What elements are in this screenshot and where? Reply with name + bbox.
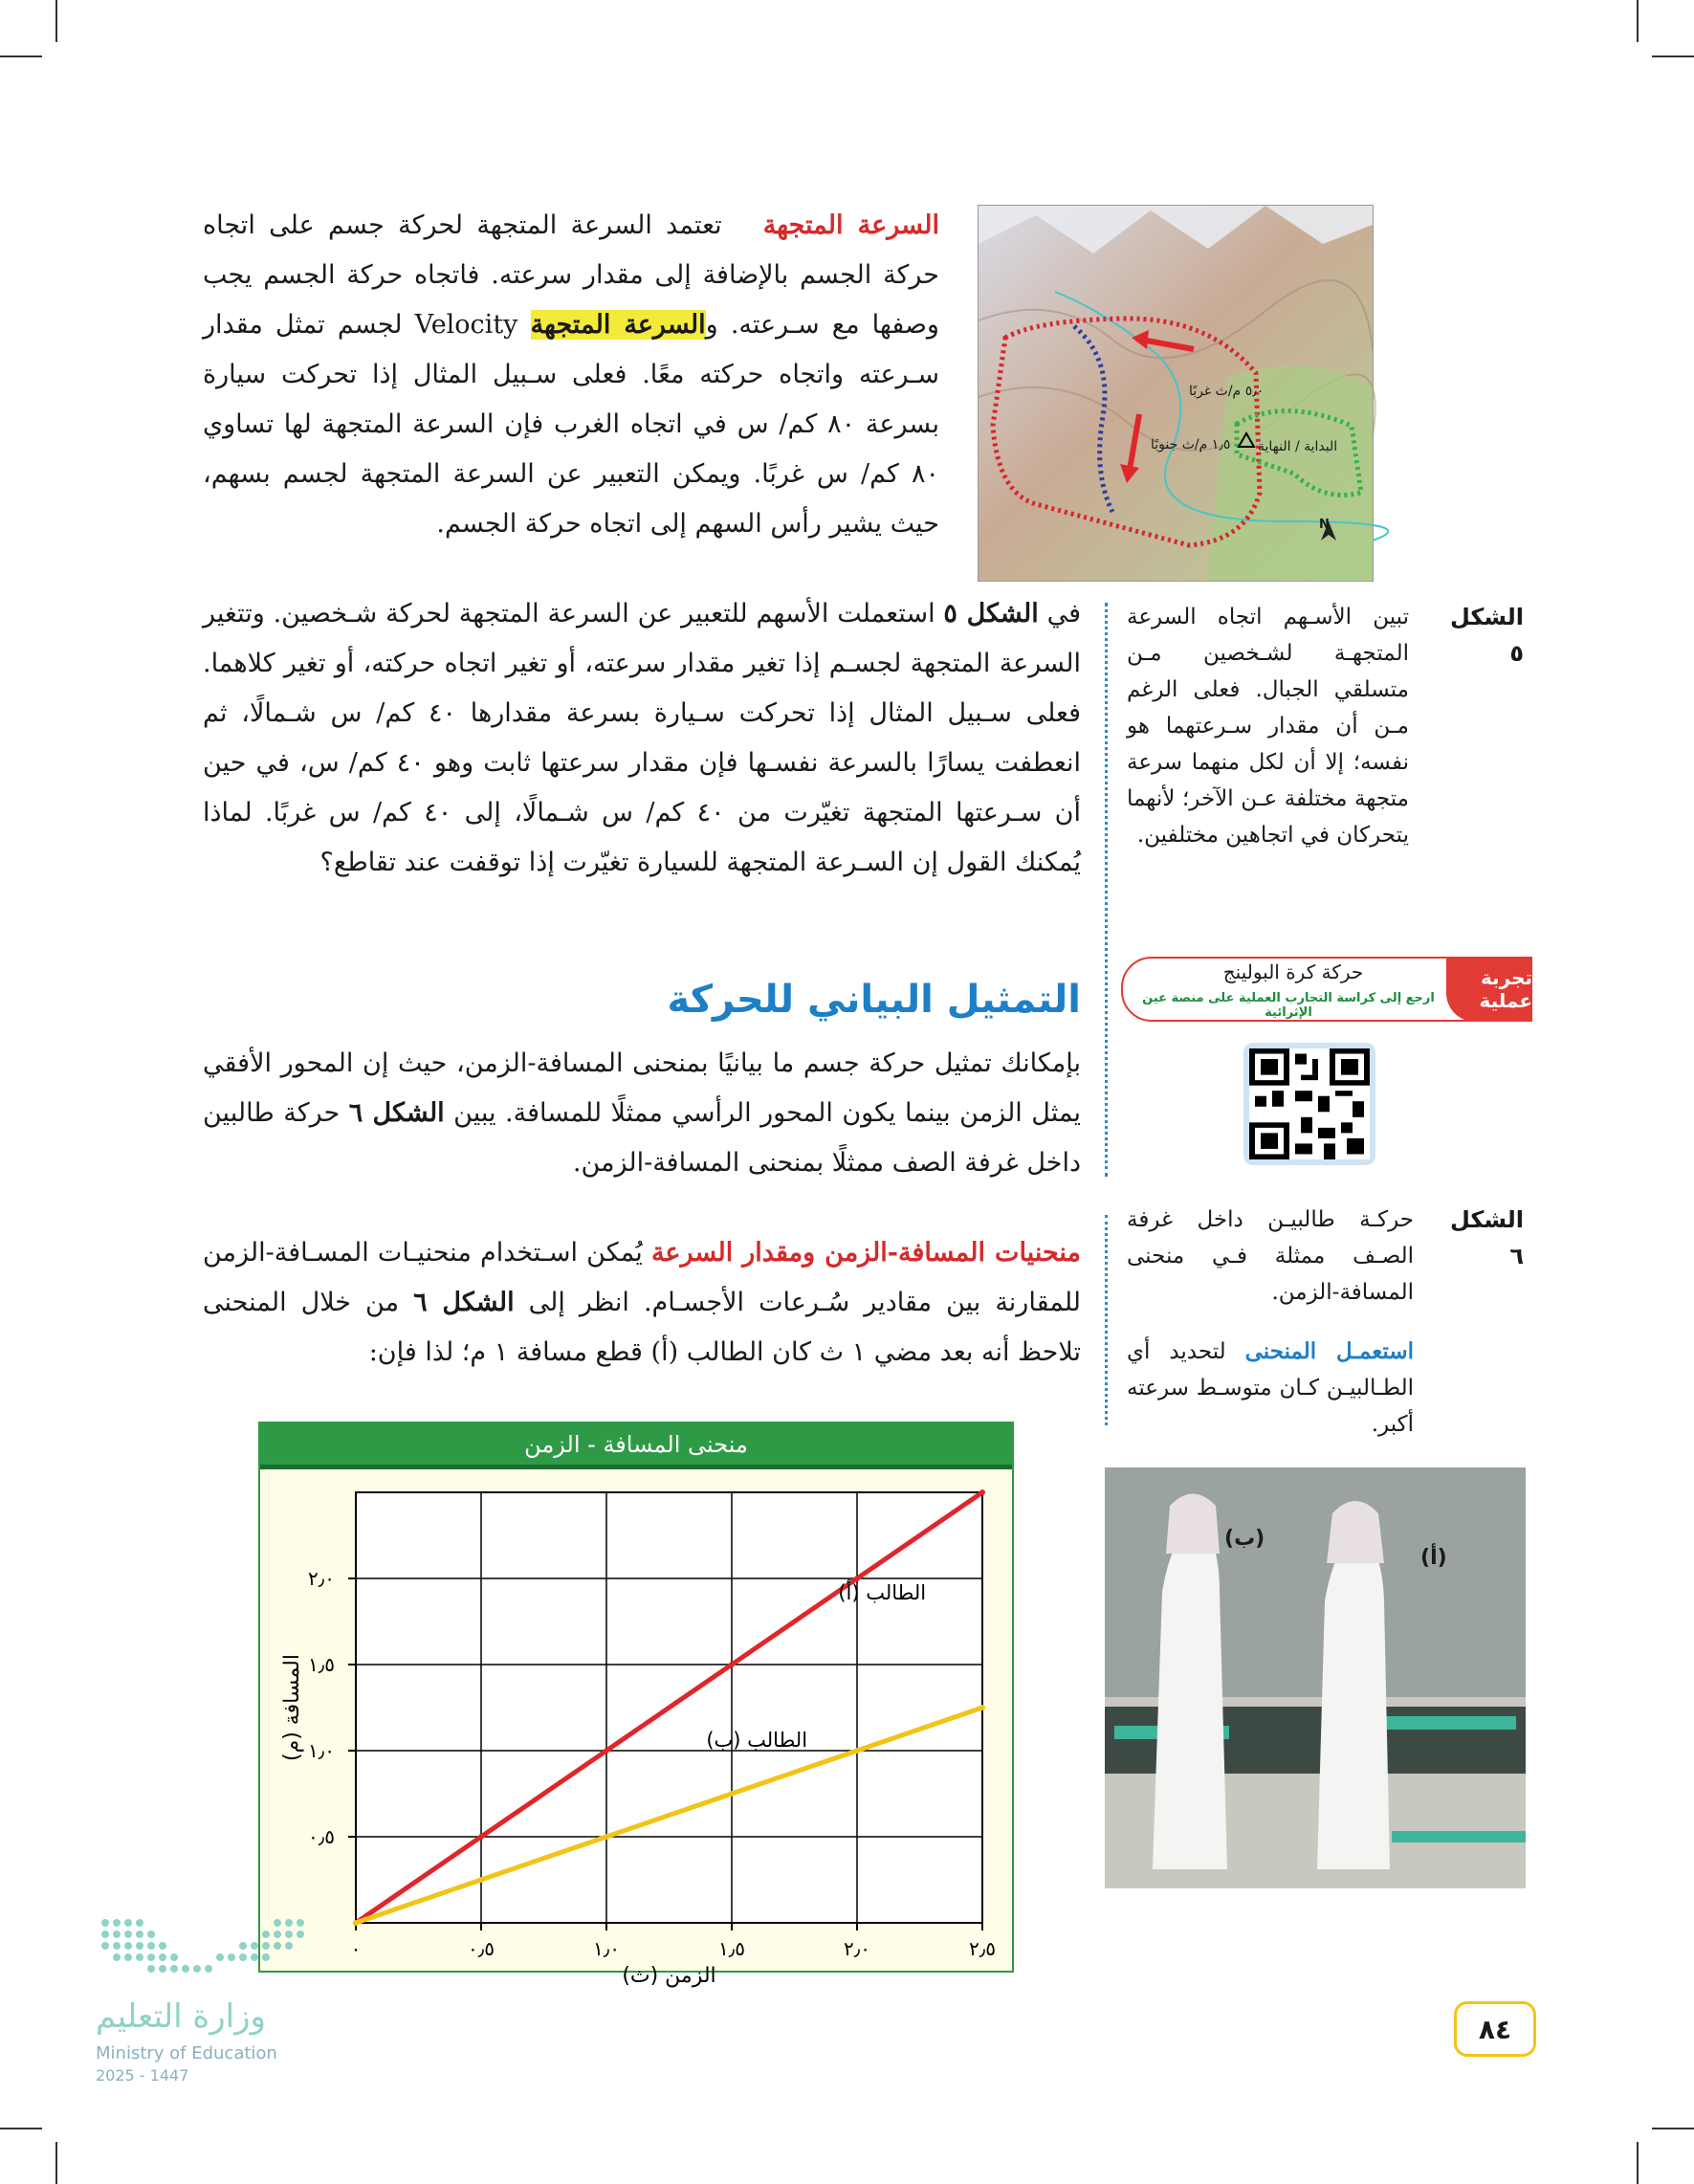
curves-paragraph [203,1228,1081,1378]
photo-label-b: (ب) [1224,1527,1265,1551]
x-tick-label: ١٫٥ [718,1937,745,1960]
figure6-ref-2: الشكل ٦ [413,1288,515,1317]
graph-p1: بإمكانك تمثيل حركة جسم ما بيانيًا بمنحنى المسافة-الزمن، حيث إن المحور الأفقي يمثل الزمن بينما يكون المحور الرأسي ممثلًا للمسافة. يبين [203,1048,1082,1128]
page-number [1454,2001,1536,2057]
velocity-heading: السرعة المتجهة [762,210,939,240]
crop-mark [0,55,42,57]
velocity-paragraph [203,201,939,549]
map-label-start: البداية / النهاية [1258,439,1338,454]
data-point [729,1791,735,1797]
series-label: الطالب (أ) [838,1581,927,1604]
chart-header [260,1423,1012,1469]
page-number-text: ٨٤ [1478,2013,1512,2045]
data-point [478,1834,484,1840]
students-photo [1105,1467,1526,1888]
crop-mark [1637,2142,1639,2184]
figure5-label: الشكل ٥ [1449,604,1524,667]
y-tick-label: ١٫٥ [308,1653,335,1676]
photo-graphic [1105,1467,1526,1888]
lab-banner[interactable] [1121,957,1532,1022]
crop-mark [1652,2128,1694,2129]
y-tick-label: ٢٫٠ [308,1567,335,1590]
x-axis-label: الزمن (ث) [622,1964,716,1988]
figure5-ref: الشكل ٥ [943,599,1039,629]
photo-label-a: (أ) [1420,1546,1447,1570]
crop-mark [0,2128,42,2129]
data-point [979,1705,985,1710]
distance-time-chart [258,1422,1014,1988]
data-point [729,1662,735,1667]
data-point [604,1748,609,1754]
qr-graphic [1249,1048,1370,1159]
velocity-definition: Velocity لجسم تمثل مقدار سـرعته واتجاه حركته معًا. فعلى سـبيل المثال إذا تحركت سيارة بسرعة ٨٠ كم/ س في اتجاه الغرب فإن السرعة المتجهة لها تساوي ٨٠ كم/ س غربًا. ويمكن التعبير عن السرعة المتجهة لجسم بسهم، حيث يشير رأس السهم إلى اتجاه حركة الجسم. [203,310,940,539]
ministry-name-ar: وزارة التعليم [96,1997,266,2036]
map-label-south: ١٫٥ م/ث جنوبًا [1151,437,1231,452]
ministry-year: 2025 - 1447 [96,2066,189,2085]
crop-mark [55,2142,57,2184]
section-title-graph: التمثيل البياني للحركة [667,978,1081,1022]
y-axis-label: المسافة (م) [280,1654,304,1761]
lab-tag [1446,957,1532,1022]
x-tick-label: ٢٫٥ [969,1937,996,1960]
graph-p2: حركة طالبين داخل غرفة الصف ممثلًا بمنحنى المسافة-الزمن. [203,1098,1081,1178]
curves-p2: من خلال المنحنى تلاحظ أنه بعد مضي ١ ث كان الطالب (أ) قطع مسافة ١ م؛ لذا فإن: [203,1288,1081,1367]
curves-p1: يُمكن اسـتخدام منحنيـات المسـافة-الزمن للمقارنة بين مقادير سُـرعات الأجسـام. انظر إلى [203,1238,1082,1317]
data-point [604,1834,609,1840]
x-tick-label: ٠٫٥ [468,1937,495,1960]
qr-code[interactable] [1243,1043,1375,1165]
velocity-intro: تعتمد السرعة المتجهة لحركة جسم على اتجاه حركة الجسم بالإضافة إلى مقدار سرعته. فاتجاه حركة الجسم يجب وصفها مع سـرعته. و [203,210,939,340]
p2-prefix: في [1038,599,1081,629]
crop-mark [55,0,57,42]
lab-tag-text: تجربة عملية [1479,966,1532,1012]
figure6-caption: حركـة طالبيـن داخل غرفة الصـف ممثلة فـي منحنى المسافة-الزمن. [1127,1207,1414,1305]
figure6-ref: الشكل ٦ [348,1098,445,1128]
lab-title: حركة كرة البولينج [1222,960,1364,983]
map-north-label: N [1319,518,1330,532]
y-tick-label: ٠٫٥ [308,1825,335,1848]
ministry-name-en: Ministry of Education [96,2043,277,2063]
crop-mark [1637,0,1639,42]
x-tick-label: ١٫٠ [593,1937,620,1960]
map-graphic [979,206,1373,581]
ministry-dots-icon [96,1913,316,1999]
origin-label: ٠ [350,1937,362,1960]
p2-body: استعملت الأسهم للتعبير عن السرعة المتجهة لحركة شـخصين. وتتغير السرعة المتجهة لجسـم إذا تغير مقدار سرعته، أو تغير اتجاه حركته، أو تغير كلاهما. فعلى سـبيل المثال إذا تحركت سـيارة بسرعة مقدارها ٤٠ كم/ س شـمالًا، ثم انعطفت يسارًا بالسرعة نفسـها فإن مقدار سرعتها ثابت وهو ٤٠ كم/ س، في حين أن سـرعتها المتجهة تغيّرت من ٤٠ كم/ س شـمالًا، إلى ٤٠ كم/ س غربًا. لماذا يُمكنك القول إن السـرعة المتجهة للسيارة تغيّرت إذا توقفت عند تقاطع؟ [203,599,1082,877]
figure6-hint [1127,1334,1414,1443]
data-point [854,1748,860,1754]
map-label-west: ٥٫٠ م/ث غربًا [1189,384,1265,399]
figure6-label: الشكل ٦ [1449,1206,1524,1269]
ministry-logo [96,1913,316,1999]
graph-paragraph [203,1039,1081,1188]
x-tick-label: ٢٫٠ [844,1937,870,1960]
column-divider [1105,1215,1108,1425]
hint-label: استعمـل المنحنى [1244,1338,1414,1364]
chart-plot [260,1473,1012,1988]
curves-heading: منحنيات المسافة-الزمن ومقدار السرعة [650,1238,1082,1268]
data-point [478,1877,484,1883]
lab-subtitle: ارجع إلى كراسة التجارب العملية على منصة عين الإثرائية [1142,991,1435,1020]
velocity-example-paragraph [203,589,1081,888]
crop-mark [1652,55,1694,57]
column-divider [1105,603,1108,1177]
velocity-term: السرعة المتجهة [530,310,706,340]
y-tick-label: ١٫٠ [308,1739,335,1762]
data-point [979,1489,985,1495]
chart-title: منحنى المسافة - الزمن [524,1431,748,1458]
series-label: الطالب (ب) [706,1729,808,1752]
mountain-map [978,205,1374,582]
hint-text: لتحديد أي الطـالبيـن كـان متوسـط سرعته أكبر. [1127,1339,1414,1437]
data-point [353,1920,359,1926]
figure5-caption: تبين الأسـهم اتجاه السرعة المتجهـة لشـخصين مـن متسلقي الجبال. فعلى الرغم مـن أن مقدار سـرعتهما هو نفسه؛ إلا أن لكل منهما سرعة متجهة مختلفة عـن الآخر؛ لأنهما يتحركان في اتجاهين مختلفين. [1127,605,1409,848]
